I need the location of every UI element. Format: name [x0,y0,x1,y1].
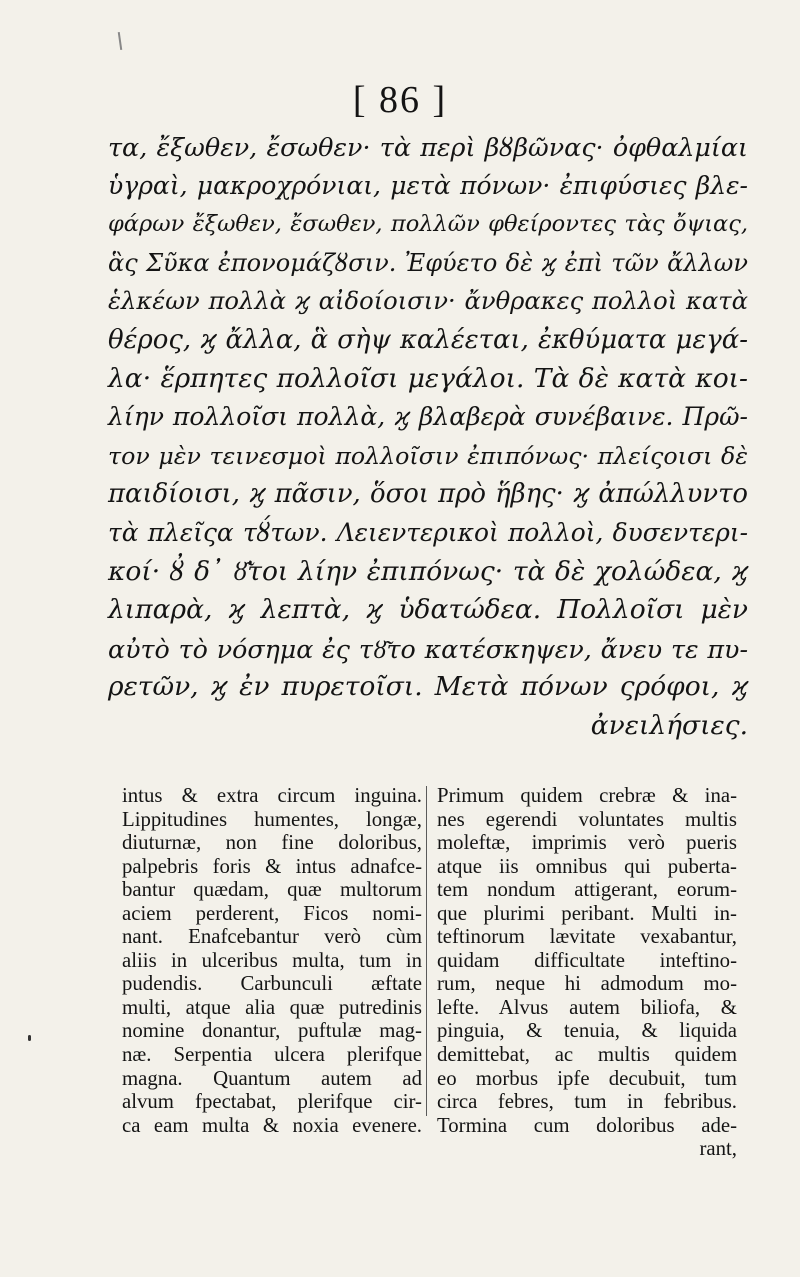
greek-line: αὐτὸ τὸ νόσημα ἐς τȣ͂το κατέσκηψεν, ἄνευ τε πυ- [108,633,748,664]
latin-line: nes egerendi voluntates multis [437,807,737,831]
latin-line: alvum fpectabat, plerifque cir- [122,1090,422,1114]
greek-line: ἀνειλήσιες. [590,709,748,741]
latin-line: Lippitudines humentes, longæ, [122,807,422,831]
latin-line: ca eam multa & noxia evenere. [122,1113,422,1137]
latin-line: Tormina cum doloribus ade- [437,1113,737,1137]
latin-line: nant. Enafcebantur verò cùm [122,925,422,949]
latin-line: lefte. Alvus autem biliofa, & [437,995,737,1019]
latin-line: teftinorum lævitate vexabantur, [437,925,737,949]
latin-line: pudendis. Carbunculi æftate [122,972,422,996]
latin-line: Primum quidem crebræ & ina- [437,784,737,807]
column-divider [426,786,427,1116]
latin-line: pinguia, & tenuia, & liquida [437,1019,737,1043]
greek-line: τον μὲν τεινεσμοὶ πολλοῖσιν ἐπιπόνως· πλείςοισι δὲ [108,441,748,470]
latin-line: circa febres, tum in febribus. [437,1090,737,1114]
greek-line: λιπαρὰ, ϗ λεπτὰ, ϗ ὑδατώδεα. Πολλοῖσι μὲν [108,594,748,626]
latin-line: rant, [699,1137,737,1161]
latin-line: magna. Quantum autem ad [122,1066,422,1090]
greek-text-block [108,128,748,746]
latin-line: næ. Serpentia ulcera plerifque [122,1043,422,1067]
latin-column-right [437,784,737,1161]
latin-line: moleftæ, imprimis verò pueris [437,831,737,855]
greek-line: ρετῶν, ϗ ἐν πυρετοῖσι. Μετὰ πόνων ςρόφοι, ϗ [108,671,748,703]
greek-line: τὰ πλεῖςα τȣ́των. Λειεντερικοὶ πολλοὶ, δυσεντερι- [108,517,748,547]
latin-line: aciem perderent, Ficos nomi- [122,901,422,925]
latin-column-left [122,784,422,1137]
greek-line: φάρων ἔξωθεν, ἔσωθεν, πολλῶν φθείροντες τὰς ὄψιας, [108,211,748,238]
greek-line: ἃς Σῦκα ἐπονομάζȣσιν. Ἐφύετο δὲ ϗ ἐπὶ τῶν ἄλλων [108,248,748,277]
greek-line: ὑγραὶ, μακροχρόνιαι, μετὰ πόνων· ἐπιφύσιες βλε- [108,170,748,200]
latin-line: multi, atque alia quæ putredinis [122,995,422,1019]
greek-line: τα, ἔξωθεν, ἔσωθεν· τὰ περὶ βȣβῶνας· ὀφθαλμίαι [108,132,748,162]
greek-line: κοί· ȣ̓ δ᾽ ȣ̓͂τοι λίην ἐπιπόνως· τὰ δὲ χολώδεα, ϗ [108,555,748,587]
latin-line: atque iis omnibus qui puberta- [437,854,737,878]
latin-line: palpebris foris & intus adnafce- [122,854,422,878]
page-edge-mark [28,1035,31,1041]
latin-line: tem nondum attigerant, eorum- [437,878,737,902]
page-edge-mark [118,32,122,50]
greek-line: ἑλκέων πολλὰ ϗ αἰδοίοισιν· ἄνθρακες πολλοὶ κατὰ [108,287,748,316]
latin-line: rum, neque hi admodum mo- [437,972,737,996]
latin-line: aliis in ulceribus multa, tum in [122,948,422,972]
greek-line: παιδίοισι, ϗ πᾶσιν, ὅσοι πρὸ ἥβης· ϗ ἀπώλλυντο [108,479,748,510]
latin-line: diuturnæ, non fine doloribus, [122,831,422,855]
greek-line: θέρος, ϗ ἄλλα, ἃ σὴψ καλέεται, ἐκθύματα μεγά- [108,324,748,355]
page-number: [ 86 ] [352,79,448,121]
greek-line: λίην πολλοῖσι πολλὰ, ϗ βλαβερὰ συνέβαινε. Πρῶ- [108,402,748,432]
latin-line: nomine donantur, puftulæ mag- [122,1019,422,1043]
latin-line: eo morbus ipfe decubuit, tum [437,1066,737,1090]
latin-line: demittebat, ac multis quidem [437,1043,737,1067]
greek-line: λα· ἕρπητες πολλοῖσι μεγάλοι. Τὰ δὲ κατὰ κοι- [108,362,748,394]
latin-line: que plurimi peribant. Multi in- [437,901,737,925]
latin-line: bantur quædam, quæ multorum [122,878,422,902]
latin-line: intus & extra circum inguina. [122,784,422,807]
latin-line: quidam difficultate inteftino- [437,948,737,972]
